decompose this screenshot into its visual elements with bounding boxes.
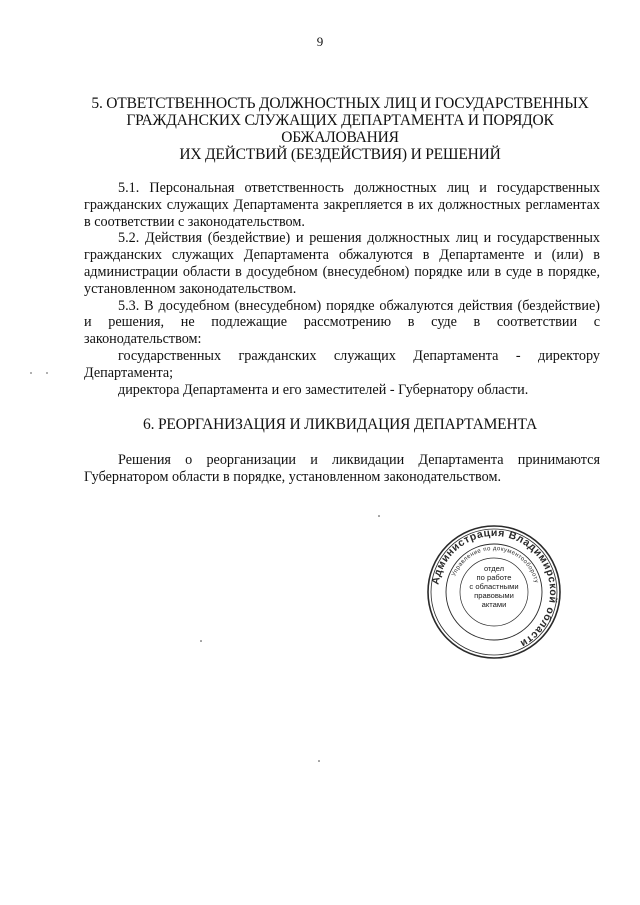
paragraph-5-2: 5.2. Действия (бездействие) и решения должностных лиц и государственных гражданских служащих Департамента обжалуются в Департаменте и (или) в администрации области в досудебном (внесудебном) порядке или в суде в порядке, установленном законодательством.: [84, 230, 600, 297]
section-5-body: [84, 180, 600, 398]
section-5-title-line: ИХ ДЕЙСТВИЙ (БЕЗДЕЙСТВИЯ) И РЕШЕНИЙ: [179, 146, 501, 163]
section-6-title: 6. РЕОРГАНИЗАЦИЯ И ЛИКВИДАЦИЯ ДЕПАРТАМЕНТА: [143, 416, 537, 433]
seal-outer-text: Администрация Владимирской области: [429, 526, 560, 650]
seal-center-line: отдел: [483, 564, 505, 573]
section-5-title-line: ОБЖАЛОВАНИЯ: [281, 129, 399, 146]
scan-speck: [318, 760, 320, 762]
paragraph-5-3: 5.3. В досудебном (внесудебном) порядке обжалуются действия (бездействие) и решения, не подлежащие рассмотрению в суде в соответствии с законодательством:: [84, 297, 600, 348]
scan-speck: [30, 372, 32, 374]
section-5-title: [80, 95, 600, 163]
scan-speck: [46, 372, 48, 374]
seal-center-text: [460, 564, 528, 609]
paragraph-5-3-item-1: государственных гражданских служащих Департамента - директору Департамента;: [84, 347, 600, 381]
official-seal: [426, 524, 562, 660]
scan-speck: [200, 640, 202, 642]
paragraph-5-3-item-2: директора Департамента и его заместителей - Губернатору области.: [118, 381, 529, 398]
seal-center-line: с областными: [469, 582, 519, 591]
section-5-title-line: 5. ОТВЕТСТВЕННОСТЬ ДОЛЖНОСТНЫХ ЛИЦ И ГОСУДАРСТВЕННЫХ: [91, 95, 589, 112]
scan-speck: [378, 515, 380, 517]
section-6-body: [84, 452, 600, 486]
seal-inner-text: Управление по документообороту: [451, 545, 540, 584]
page-number: 9: [316, 34, 324, 49]
section-5-title-line: ГРАЖДАНСКИХ СЛУЖАЩИХ ДЕПАРТАМЕНТА И ПОРЯДОК: [126, 112, 554, 129]
seal-center-line: актами: [481, 600, 507, 609]
paragraph-5-1: 5.1. Персональная ответственность должностных лиц и государственных гражданских служащих Департамента закрепляется в их должностных регламентах в соответствии с законодательством.: [84, 180, 600, 230]
seal-center-line: по работе: [476, 573, 512, 582]
seal-center-line: правовыми: [474, 591, 514, 600]
paragraph-6-1: Решения о реорганизации и ликвидации Департамента принимаются Губернатором области в порядке, установленном законодательством.: [84, 452, 600, 485]
